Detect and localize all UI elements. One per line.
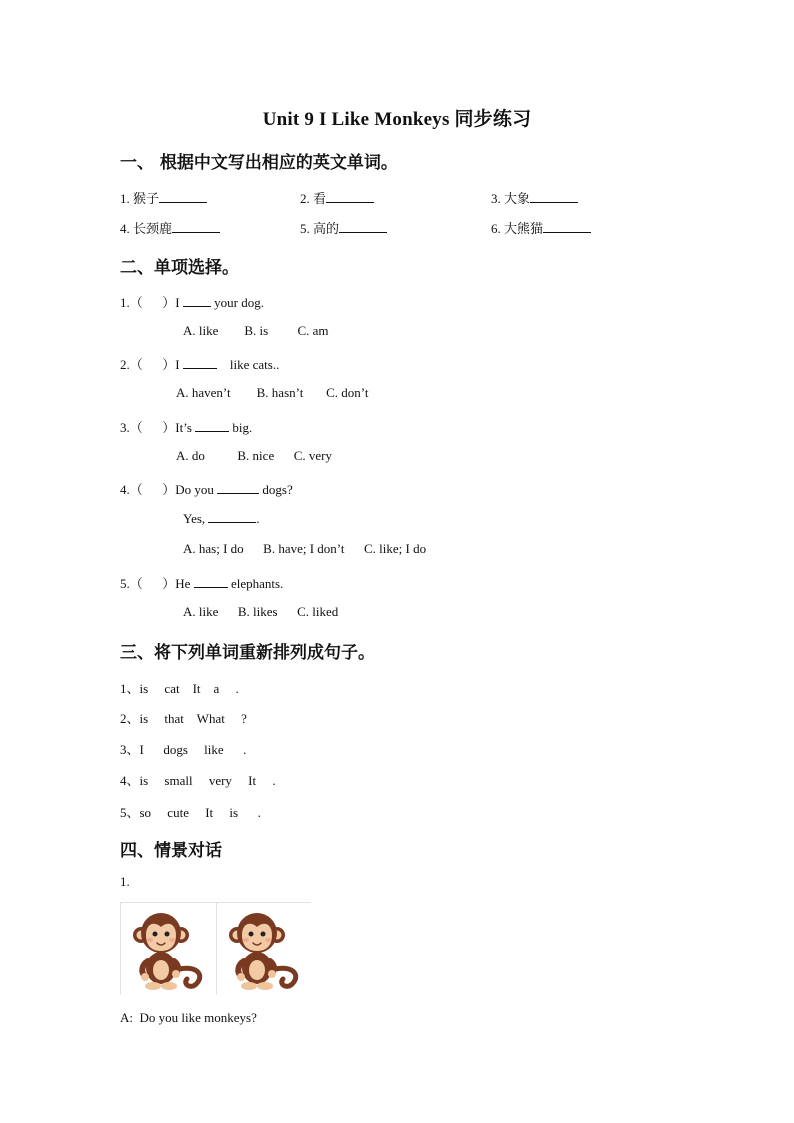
answer-blank[interactable] xyxy=(195,419,229,432)
question-2 xyxy=(120,354,279,373)
monkey-icon xyxy=(121,903,216,995)
options-2: A. haven’t B. hasn’t C. don’t xyxy=(176,385,369,400)
vocab-item-6 xyxy=(491,218,591,237)
answer-blank[interactable] xyxy=(208,510,256,523)
response-text: . xyxy=(256,511,260,526)
vocab-item-5 xyxy=(300,218,387,237)
section1-heading: 一、 根据中文写出相应的英文单词。 xyxy=(120,153,398,173)
options-4: A. has; I do B. have; I don’t C. like; I do xyxy=(183,541,427,556)
dialog-number: 1. xyxy=(120,874,130,889)
vocab-word: 看 xyxy=(313,191,327,206)
page-title: Unit 9 I Like Monkeys 同步练习 xyxy=(262,109,532,130)
question-text: Do you xyxy=(175,482,218,497)
vocab-word: 大象 xyxy=(504,191,531,206)
question-4-response xyxy=(183,510,260,527)
dialog-line-a: A: Do you like monkeys? xyxy=(120,1010,257,1025)
question-3 xyxy=(120,417,252,436)
reorder-item-1: 1、is cat It a . xyxy=(120,681,239,696)
answer-blank[interactable] xyxy=(172,220,220,233)
options-1: A. like B. is C. am xyxy=(183,323,329,338)
question-text: I xyxy=(175,295,183,310)
vocab-item-4 xyxy=(120,218,220,237)
question-text: elephants. xyxy=(227,576,284,591)
question-number: 2.（ ） xyxy=(120,357,176,372)
question-text: your dog. xyxy=(210,295,264,310)
question-number: 1.（ ） xyxy=(120,295,176,310)
options-3: A. do B. nice C. very xyxy=(176,448,332,463)
question-number: 5.（ ） xyxy=(120,576,176,591)
vocab-item-1 xyxy=(120,188,207,207)
question-1 xyxy=(120,292,264,311)
monkey-image xyxy=(217,903,312,995)
question-text: He xyxy=(175,576,194,591)
answer-blank[interactable] xyxy=(530,190,578,203)
question-4 xyxy=(120,479,293,498)
question-text: like cats.. xyxy=(216,357,280,372)
vocab-item-2 xyxy=(300,188,374,207)
answer-blank[interactable] xyxy=(326,190,374,203)
reorder-item-5: 5、so cute It is . xyxy=(120,805,261,820)
monkey-image xyxy=(121,903,217,995)
answer-blank[interactable] xyxy=(194,575,228,588)
vocab-num: 1. xyxy=(120,191,130,206)
vocab-num: 5. xyxy=(300,221,310,236)
vocab-word: 大熊猫 xyxy=(504,221,544,236)
vocab-word: 高的 xyxy=(313,221,340,236)
options-5: A. like B. likes C. liked xyxy=(183,604,339,619)
question-text: I xyxy=(175,357,183,372)
reorder-item-2: 2、is that What ? xyxy=(120,711,247,726)
answer-blank[interactable] xyxy=(339,220,387,233)
question-number: 4.（ ） xyxy=(120,482,176,497)
answer-blank[interactable] xyxy=(183,294,211,307)
reorder-item-3: 3、I dogs like . xyxy=(120,742,247,757)
vocab-item-3 xyxy=(491,188,578,207)
vocab-num: 6. xyxy=(491,221,501,236)
vocab-num: 2. xyxy=(300,191,310,206)
vocab-num: 3. xyxy=(491,191,501,206)
section2-heading: 二、单项选择。 xyxy=(120,258,239,278)
question-text: It’s xyxy=(175,420,196,435)
answer-blank[interactable] xyxy=(217,481,259,494)
reorder-item-4: 4、is small very It . xyxy=(120,773,276,788)
question-text: big. xyxy=(229,420,253,435)
question-text: dogs? xyxy=(259,482,293,497)
section3-heading: 三、将下列单词重新排列成句子。 xyxy=(120,643,375,663)
response-text: Yes, xyxy=(183,511,209,526)
monkey-icon xyxy=(217,903,312,995)
section4-heading: 四、情景对话 xyxy=(120,841,222,861)
answer-blank[interactable] xyxy=(543,220,591,233)
vocab-num: 4. xyxy=(120,221,130,236)
answer-blank[interactable] xyxy=(183,356,217,369)
monkey-pictures xyxy=(120,902,311,995)
answer-blank[interactable] xyxy=(159,190,207,203)
question-number: 3.（ ） xyxy=(120,420,176,435)
vocab-word: 长颈鹿 xyxy=(133,221,173,236)
vocab-word: 猴子 xyxy=(133,191,160,206)
question-5 xyxy=(120,573,283,592)
